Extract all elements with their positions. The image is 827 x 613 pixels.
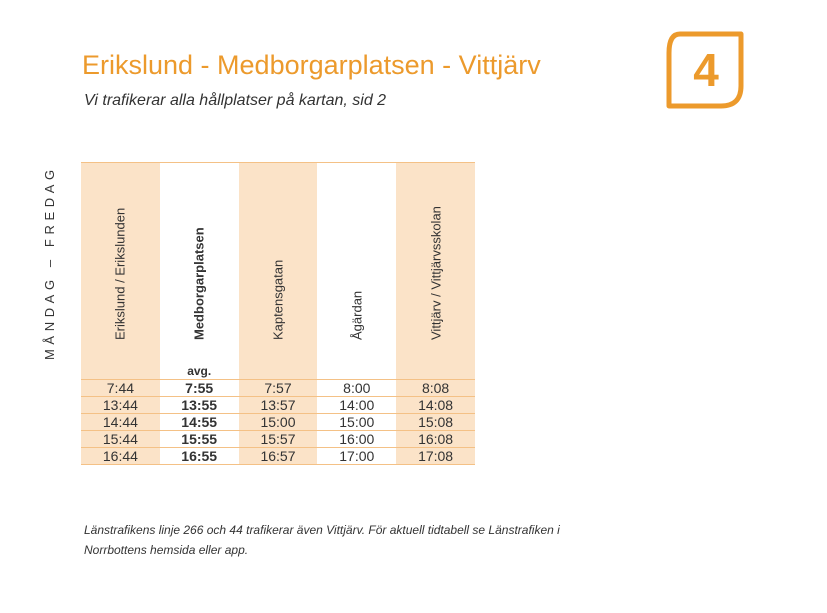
empty-cell	[317, 363, 396, 379]
time-cell: 15:57	[239, 431, 318, 447]
table-row	[81, 431, 475, 448]
time-cell: 14:55	[181, 414, 218, 430]
stop-header	[396, 163, 475, 363]
route-number: 4	[693, 44, 719, 96]
time-cell: 7:57	[239, 380, 318, 396]
stop-header	[239, 163, 318, 363]
time-cell: 17:00	[339, 448, 375, 464]
stop-name: Ågärdan	[349, 290, 365, 340]
empty-cell	[396, 363, 475, 379]
time-cell: 16:08	[396, 431, 475, 447]
time-cell: 13:55	[181, 397, 218, 413]
time-cell: 16:57	[239, 448, 318, 464]
stop-name: Medborgarplatsen	[191, 227, 207, 340]
table-row	[81, 414, 475, 431]
stop-name: Erikslund / Erikslunden	[112, 207, 128, 340]
time-cell: 15:55	[181, 431, 218, 447]
time-cell: 15:08	[396, 414, 475, 430]
departure-note: avg.	[187, 364, 212, 378]
time-cell: 7:55	[185, 380, 214, 396]
time-cell: 16:00	[339, 431, 375, 447]
time-cell: 13:44	[81, 397, 160, 413]
page-title: Erikslund - Medborgarplatsen - Vittjärv	[82, 50, 541, 80]
time-cell: 16:44	[81, 448, 160, 464]
table-row	[81, 380, 475, 397]
stop-header	[160, 163, 239, 363]
stop-header	[81, 163, 160, 363]
time-cell: 7:44	[81, 380, 160, 396]
time-cell: 16:55	[181, 448, 218, 464]
table-row	[81, 397, 475, 414]
stop-name: Kaptensgatan	[270, 259, 286, 340]
stop-name: Vittjärv / Vittjärvsskolan	[428, 206, 444, 340]
time-cell: 15:44	[81, 431, 160, 447]
empty-cell	[239, 363, 318, 379]
page-subtitle: Vi trafikerar alla hållplatser på kartan, sid 2	[84, 92, 387, 109]
footnote: Länstrafikens linje 266 och 44 trafikerar även Vittjärv. För aktuell tidtabell se Länstrafiken i Norrbottens hemsida eller app.	[84, 523, 560, 557]
time-cell: 14:44	[81, 414, 160, 430]
departure-note-row	[81, 363, 475, 380]
time-cell: 15:00	[339, 414, 375, 430]
stop-headers	[81, 163, 475, 363]
time-cell: 14:08	[396, 397, 475, 413]
timetable	[81, 162, 475, 465]
time-cell: 8:00	[343, 380, 371, 396]
empty-cell	[81, 363, 160, 379]
time-cell: 8:08	[396, 380, 475, 396]
stop-header	[317, 163, 396, 363]
time-cell: 13:57	[239, 397, 318, 413]
table-row	[81, 448, 475, 465]
day-label: MÅNDAG – FREDAG	[42, 165, 57, 360]
leaf-badge-icon	[666, 31, 744, 109]
time-cell: 17:08	[396, 448, 475, 464]
time-cell: 15:00	[239, 414, 318, 430]
route-number-badge	[666, 31, 744, 109]
time-cell: 14:00	[339, 397, 375, 413]
